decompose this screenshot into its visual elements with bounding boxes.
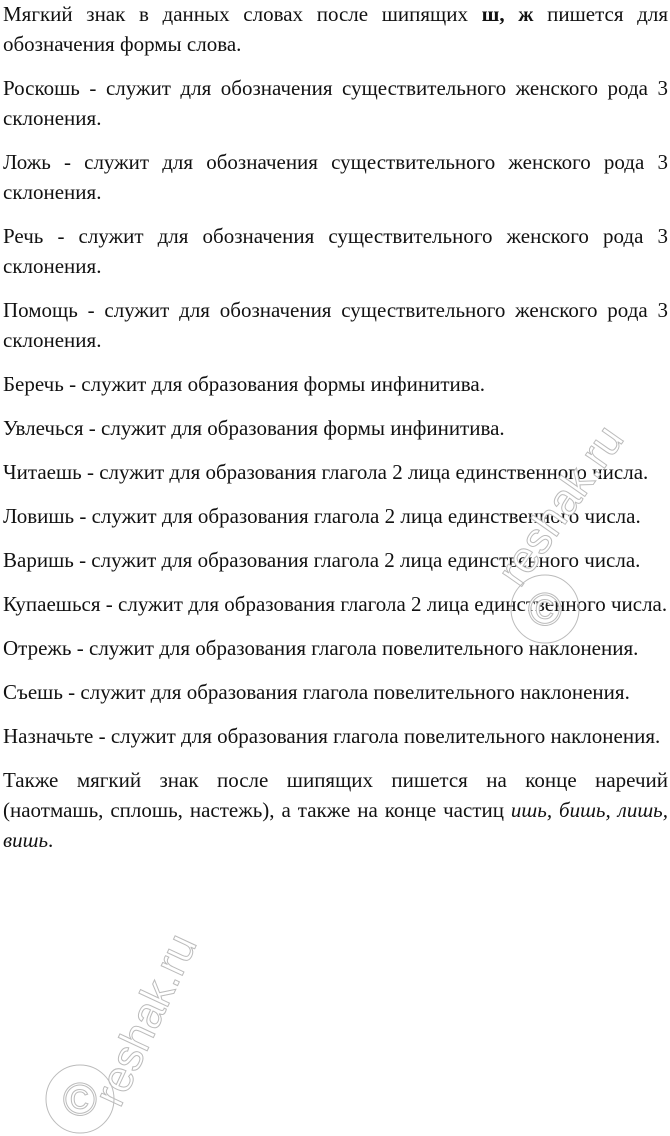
bold-letters: ш, ж	[481, 2, 534, 26]
closing-paragraph	[3, 765, 668, 855]
text: Также мягкий знак после шипящих пишется на конце наречий (наотмашь, сплошь, настежь), а также на конце частиц	[3, 768, 668, 822]
paragraph: Ловишь - служит для образования глагола 2 лица единственного числа.	[3, 504, 641, 528]
paragraph: Увлечься - служит для образования формы инфинитива.	[3, 416, 505, 440]
paragraph: Беречь - служит для образования формы инфинитива.	[3, 372, 485, 396]
italic-particles: ишь, бишь, лишь, вишь	[3, 798, 668, 852]
paragraph: Отрежь - служит для образования глагола повелительного наклонения.	[3, 636, 639, 660]
paragraph: Ложь - служит для обозначения существительного женского рода 3 склонения.	[3, 150, 668, 204]
paragraph: Съешь - служит для образования глагола повелительного наклонения.	[3, 680, 630, 704]
paragraph: Читаешь - служит для образования глагола 2 лица единственного числа.	[3, 460, 649, 484]
paragraph: Помощь - служит для обозначения существительного женского рода 3 склонения.	[3, 298, 668, 352]
paragraph: Речь - служит для обозначения существительного женского рода 3 склонения.	[3, 224, 668, 278]
paragraph: Купаешься - служит для образования глагола 2 лица единственного числа.	[3, 592, 668, 616]
text: .	[48, 828, 54, 852]
copyright-icon	[63, 1073, 97, 1125]
paragraph: Варишь - служит для образования глагола 2 лица единственного числа.	[3, 548, 641, 572]
paragraph: Роскошь - служит для обозначения существительного женского рода 3 склонения.	[3, 76, 668, 130]
text: пишется для обозначения формы слова.	[3, 2, 668, 56]
watermark-text	[85, 926, 207, 1113]
text: Мягкий знак в данных словах после шипящих	[3, 2, 482, 26]
watermark	[0, 879, 170, 1124]
paragraph: Назначьте - служит для образования глагола повелительного наклонения.	[3, 724, 661, 748]
intro-paragraph	[3, 0, 668, 59]
